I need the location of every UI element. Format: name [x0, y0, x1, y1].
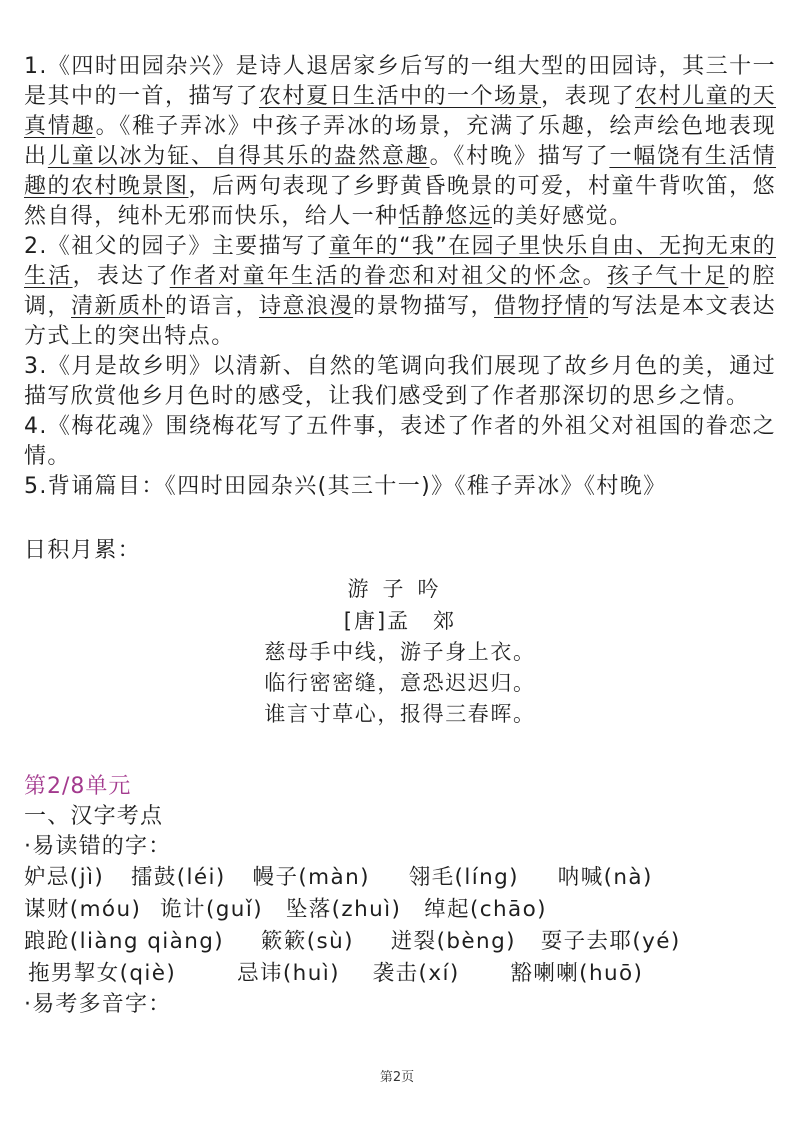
- word-item: 幔子(màn): [252, 865, 370, 890]
- text-segment: 2.《祖父的园子》主要描写了: [24, 234, 329, 259]
- underlined-phrase: 清新质朴: [71, 294, 166, 319]
- text-segment: 。: [582, 264, 607, 289]
- section-heading: 一、汉字考点: [24, 804, 164, 829]
- polyphone-heading: ·易考多音字：: [24, 992, 172, 1017]
- underlined-phrase: 农村夏日生活中的一个场景: [259, 84, 542, 109]
- poem-title: 游子吟: [347, 577, 453, 601]
- word-item: 谋财(móu): [24, 897, 142, 922]
- text-segment: 1.《四时田园杂兴》是诗人退居家乡后写的一组大型的田园诗，其三十一是其中的一首，描写了: [24, 54, 776, 109]
- underlined-phrase: 孩子气十足: [606, 264, 729, 289]
- accumulation-heading: 日积月累：: [24, 538, 142, 563]
- text-segment: 的景物描写，: [353, 294, 495, 319]
- text-segment: 的美好感觉。: [492, 204, 633, 229]
- word-item: 迸裂(bèng): [390, 929, 516, 954]
- page-body: [24, 52, 776, 1020]
- summary-paragraph-1: [24, 52, 776, 232]
- underlined-phrase: 一幅饶有生活情趣的农村晚景图: [24, 144, 776, 199]
- text-segment: ，后两句表现了乡野黄昏晚景的可爱，村童牛背吹笛，悠然自得，纯朴无邪而快乐，给人一种: [24, 174, 776, 229]
- misread-words: [24, 862, 776, 990]
- underlined-phrase: 农村儿童的天真情趣: [24, 84, 776, 139]
- text-segment: 的语言，: [165, 294, 260, 319]
- page-number: 第2页: [379, 1070, 415, 1085]
- poem-author: [唐]孟 郊: [343, 609, 457, 633]
- text-segment: 的写法是本文表达方式上的突出特点。: [24, 294, 777, 349]
- underlined-phrase: 借物抒情: [494, 294, 589, 319]
- word-item: 豁喇喇(huō): [510, 961, 644, 986]
- word-item: 踉跄(liàng qiàng): [24, 929, 225, 954]
- word-item: 绰起(chāo): [424, 897, 547, 922]
- underlined-phrase: 童年的“我”在园子里快乐自由、无拘无束的生活: [24, 234, 777, 289]
- word-item: 忌讳(huì): [237, 961, 340, 986]
- unit-title: 第2/8单元: [24, 774, 132, 799]
- underlined-phrase: 诗意浪漫: [259, 294, 354, 319]
- text-segment: 。《稚子弄冰》中孩子弄冰的场景，充满了乐趣，绘声绘色地表现出: [24, 114, 776, 169]
- summary-paragraph-4: 4.《梅花魂》围绕梅花写了五件事，表述了作者的外祖父对祖国的眷恋之情。: [24, 414, 776, 469]
- text-segment: ，表达了: [72, 264, 170, 289]
- poem-line: 谁言寸草心，报得三春晖。: [264, 702, 536, 726]
- word-item: 坠落(zhuì): [285, 897, 402, 922]
- word-row: [24, 894, 776, 926]
- text-segment: ，表现了: [541, 84, 636, 109]
- word-item: 簌簌(sù): [260, 929, 354, 954]
- word-item: 呐喊(nà): [557, 865, 653, 890]
- text-segment: 的腔调，: [24, 264, 776, 319]
- text-segment: 。《村晚》描写了: [429, 144, 610, 169]
- poem: [24, 574, 776, 730]
- underlined-phrase: 恬静悠远: [398, 204, 493, 229]
- word-item: 拖男挈女(qiè): [28, 961, 177, 986]
- recitation-list: 5.背诵篇目：《四时田园杂兴(其三十一)》《稚子弄冰》《村晚》: [24, 474, 667, 499]
- underlined-phrase: 作者对童年生活的眷恋和对祖父的怀念: [169, 264, 583, 289]
- misread-heading: ·易读错的字：: [24, 834, 172, 859]
- word-row: [24, 862, 776, 894]
- poem-line: 慈母手中线，游子身上衣。: [264, 640, 536, 664]
- underlined-phrase: 儿童以冰为钲、自得其乐的盎然意趣: [47, 144, 430, 169]
- summary-paragraph-2: [24, 232, 776, 352]
- word-row: [24, 958, 776, 990]
- word-item: 耍子去耶(yé): [540, 929, 681, 954]
- poem-line: 临行密密缝，意恐迟迟归。: [264, 671, 536, 695]
- word-item: 袭击(xí): [372, 961, 460, 986]
- word-item: 擂鼓(léi): [130, 865, 226, 890]
- word-row: [24, 926, 776, 958]
- word-item: 诡计(guǐ): [160, 897, 263, 922]
- word-item: 翎毛(líng): [408, 865, 519, 890]
- summary-paragraph-3: 3.《月是故乡明》以清新、自然的笔调向我们展现了故乡月色的美，通过描写欣赏他乡月色时的感受，让我们感受到了作者那深切的思乡之情。: [24, 354, 776, 409]
- word-item: 妒忌(jì): [24, 865, 105, 890]
